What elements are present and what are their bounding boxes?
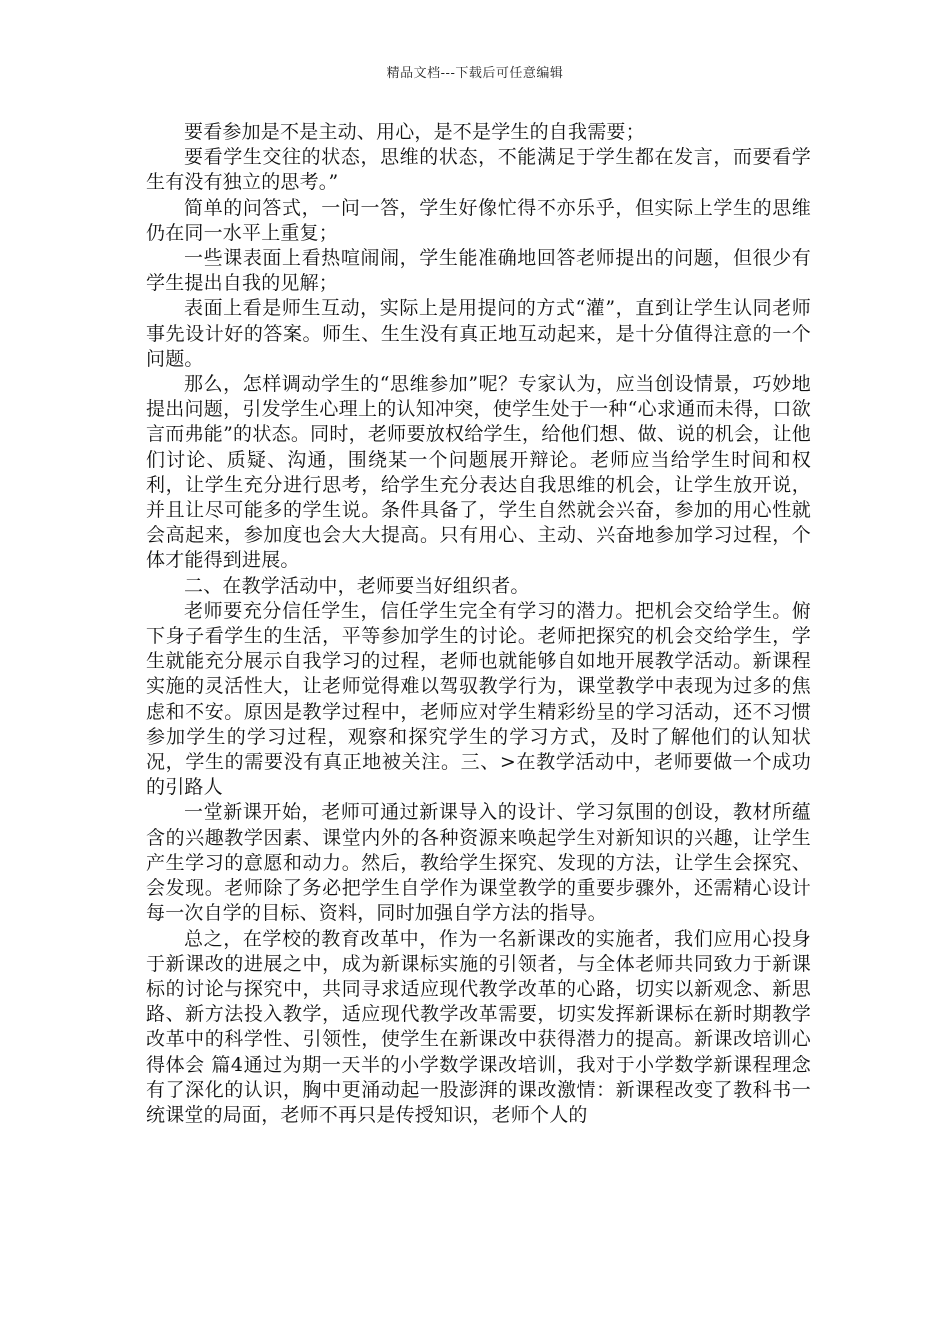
paragraph: 要看学生交往的状态，思维的状态，不能满足于学生都在发言，而要看学生有没有独立的思考。” xyxy=(146,146,811,194)
paragraph: 要看参加是不是主动、用心，是不是学生的自我需要； xyxy=(184,121,645,143)
document-body xyxy=(146,120,811,1128)
paragraph: 一堂新课开始，老师可通过新课导入的设计、学习氛围的创设，教材所蕴含的兴趣教学因素、课堂内外的各种资源来唤起学生对新知识的兴趣，让学生产生学习的意愿和动力。然后，教给学生探究、发现的方法，让学生会探究、会发现。老师除了务必把学生自学作为课堂教学的重要步骤外，还需精心设计每一次自学的目标、资料，同时加强自学方法的指导。 xyxy=(146,801,811,925)
paragraph: 总之，在学校的教育改革中，作为一名新课改的实施者，我们应用心投身于新课改的进展之中，成为新课标实施的引领者，与全体老师共同致力于新课标的讨论与探究中，共同寻求适应现代教学改革的心路，切实以新观念、新思路、新方法投入教学，适应现代教学改革需要，切实发挥新课标在新时期教学改革中的科学性、引领性，使学生在新课改中获得潜力的提高。新课改培训心得体会 篇4通过为期一天半的小学数学课改培训，我对于小学数学新课程理念有了深化的认识，胸中更涌动起一股澎湃的课改激情：新课程改变了教科书一统课堂的局面，老师不再只是传授知识，老师个人的 xyxy=(146,927,811,1126)
section-heading: 二、在教学活动中，老师要当好组织者。 xyxy=(184,574,530,597)
paragraph: 老师要充分信任学生，信任学生完全有学习的潜力。把机会交给学生。俯下身子看学生的生活，平等参加学生的讨论。老师把探究的机会交给学生，学生就能充分展示自我学习的过程，老师也就能够自如地开展教学活动。新课程实施的灵活性大，让老师觉得难以驾驭教学行为，课堂教学中表现为过多的焦虑和不安。原因是教学过程中，老师应对学生精彩纷呈的学习活动，还不习惯参加学生的学习过程，观察和探究学生的学习方式，及时了解他们的认知状况，学生的需要没有真正地被关注。三、>在教学活动中，老师要做一个成功的引路人 xyxy=(146,599,811,799)
paragraph: 那么，怎样调动学生的“思维参加”呢？专家认为，应当创设情景，巧妙地提出问题，引发学生心理上的认知冲突，使学生处于一种“心求通而未得，口欲言而弗能”的状态。同时，老师要放权给学生，给他们想、做、说的机会，让他们讨论、质疑、沟通，围绕某一个问题展开辩论。老师应当给学生时间和权利，让学生充分进行思考，给学生充分表达自我思维的机会，让学生放开说，并且让尽可能多的学生说。条件具备了，学生自然就会兴奋，参加的用心性就会高起来，参加度也会大大提高。只有用心、主动、兴奋地参加学习过程，个体才能得到进展。 xyxy=(146,373,811,572)
paragraph: 表面上看是师生互动，实际上是用提问的方式“灌”，直到让学生认同老师事先设计好的答案。师生、生生没有真正地互动起来，是十分值得注意的一个问题。 xyxy=(146,297,811,370)
paragraph: 一些课表面上看热喧闹闹，学生能准确地回答老师提出的问题，但很少有学生提出自我的见解； xyxy=(146,247,811,295)
page-header: 精品文档---下载后可任意编辑 xyxy=(386,66,564,81)
paragraph: 简单的问答式，一问一答，学生好像忙得不亦乐乎，但实际上学生的思维仍在同一水平上重复； xyxy=(146,196,811,244)
